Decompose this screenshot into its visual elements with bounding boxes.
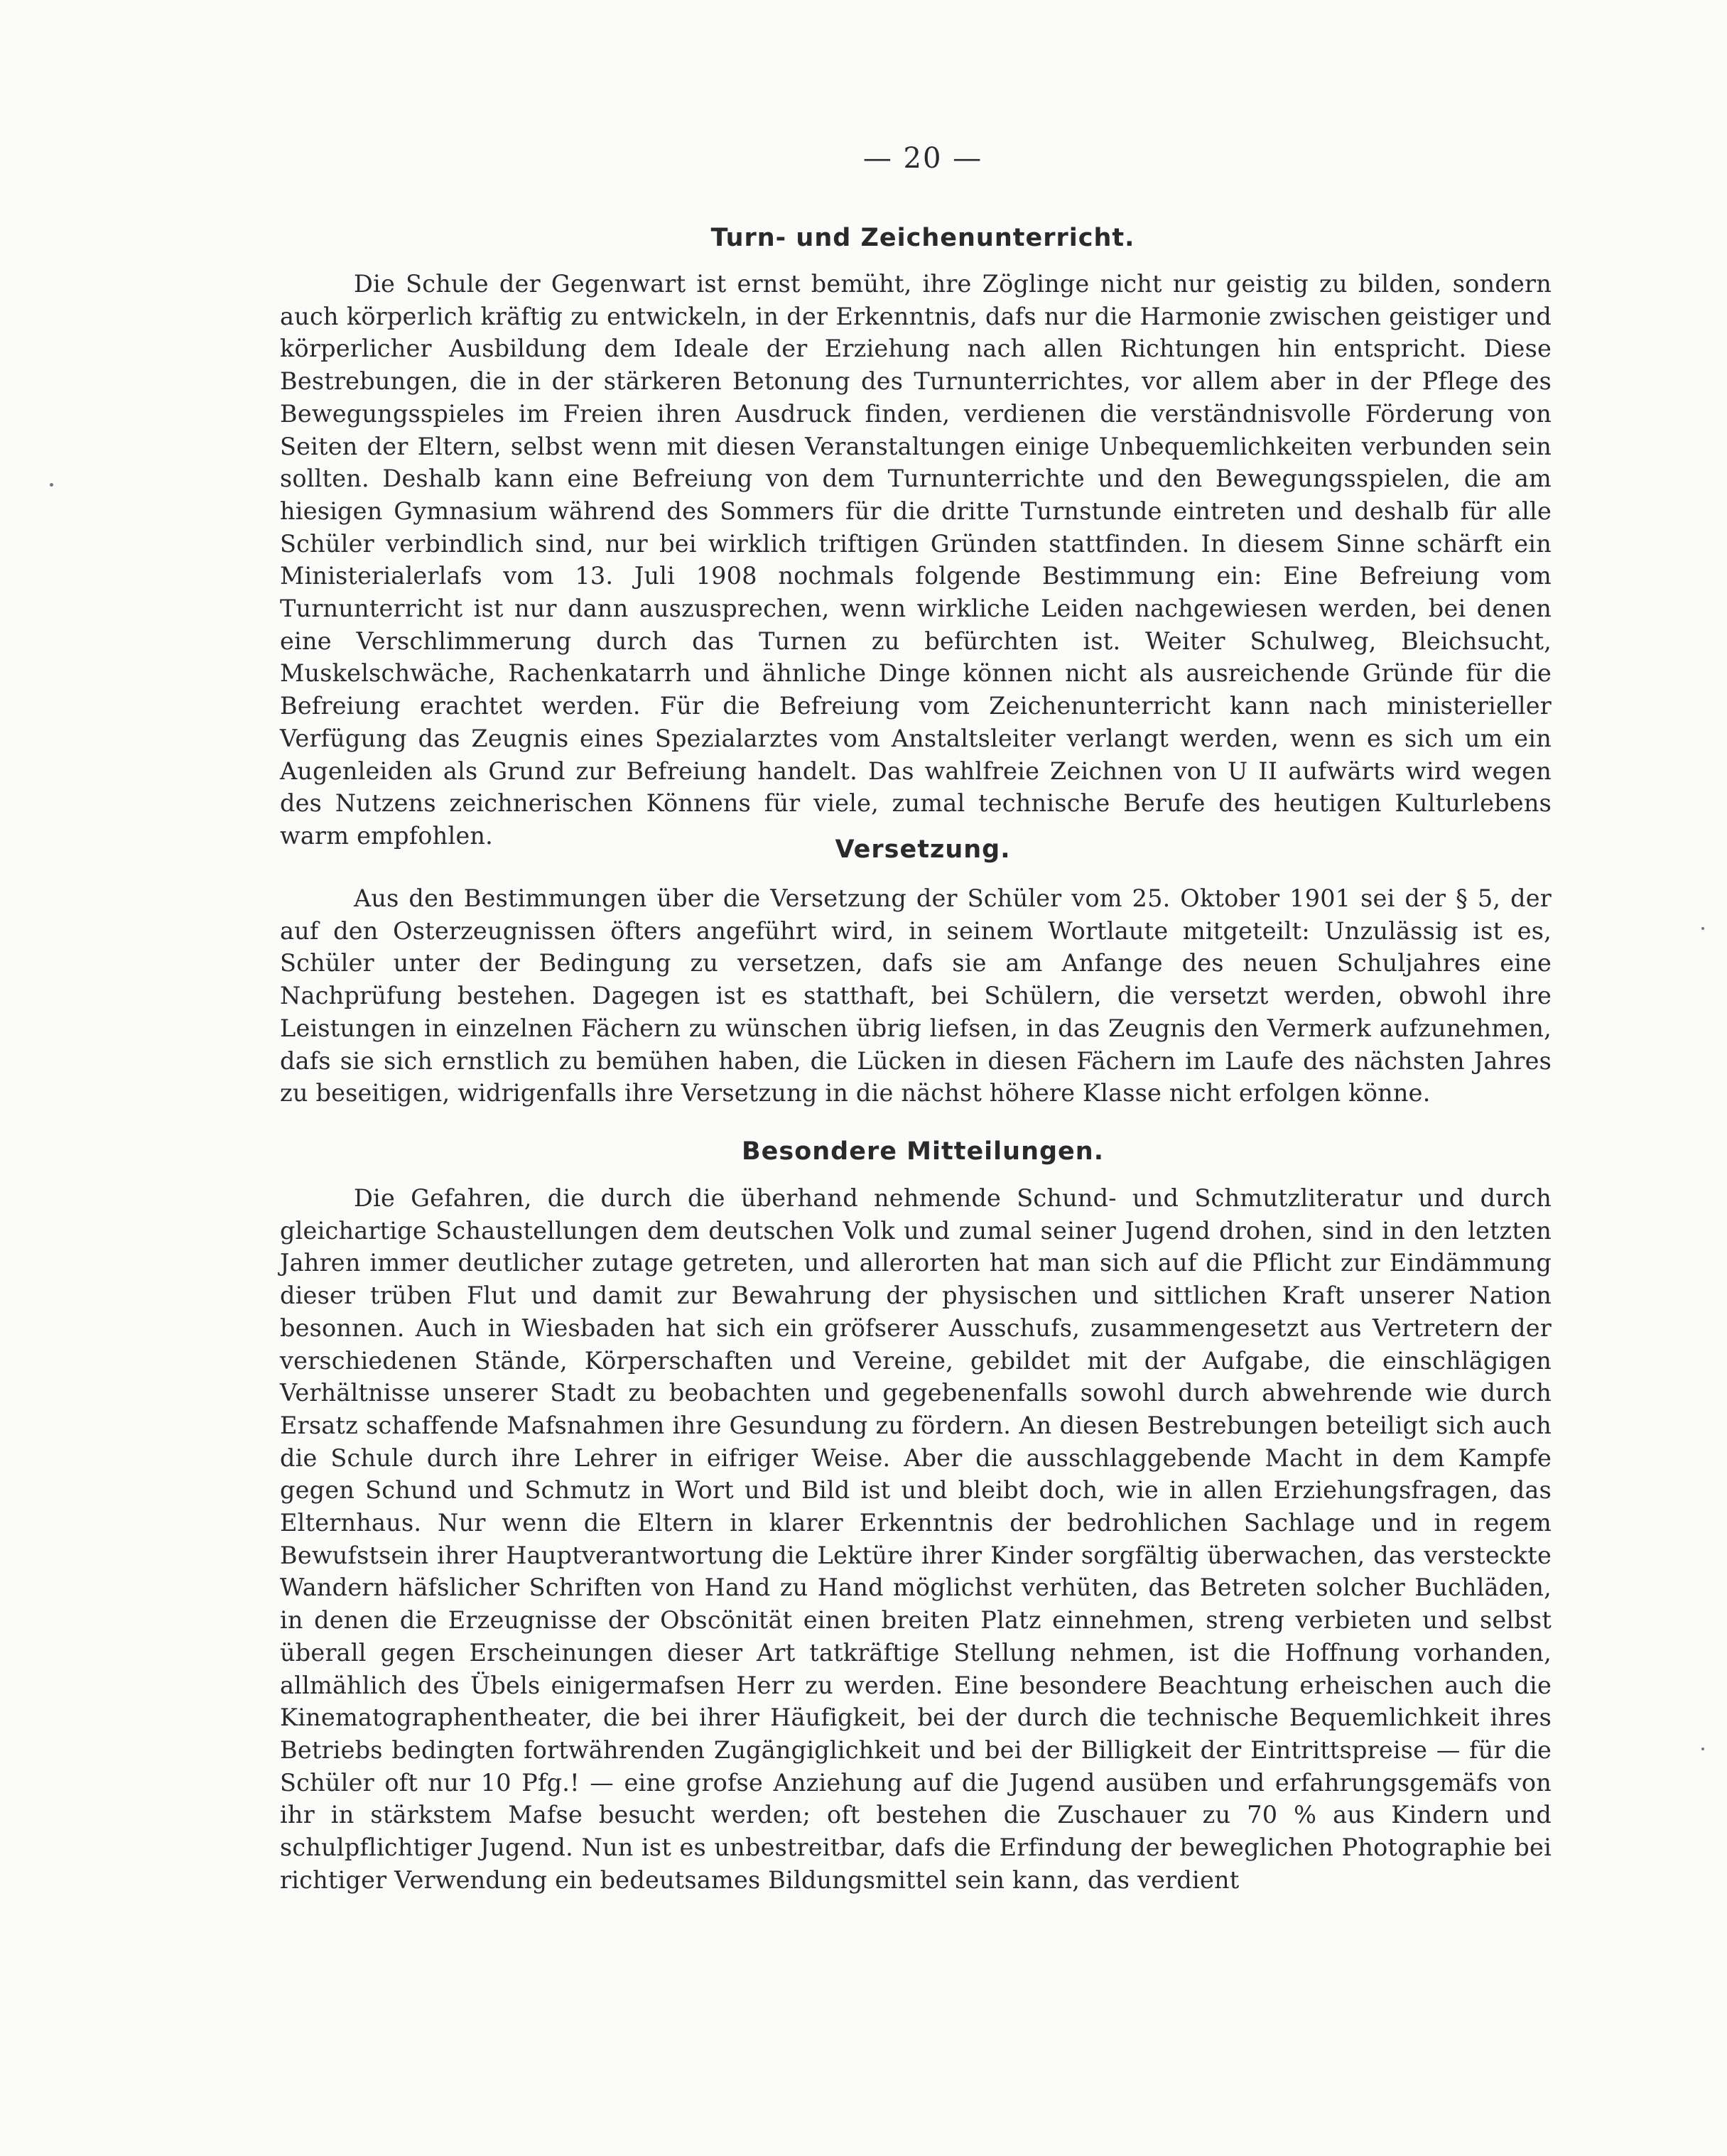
- section-text-turnunterricht: Die Schule der Gegenwart ist ernst bemüht, ihre Zöglinge nicht nur geistig zu bilden, sondern auch körperlich kräftig zu entwickeln, in der Erkenntnis, dafs nur die Harmonie zwischen geistiger und körperlicher Ausbildung dem Ideale der Erziehung nach allen Richtungen hin entspricht. Diese Bestrebungen, die in der stärkeren Betonung des Turnunterrichtes, vor allem aber in der Pflege des Bewegungsspieles im Freien ihren Ausdruck finden, verdienen die verständnisvolle Förderung von Seiten der Eltern, selbst wenn mit diesen Veranstaltungen einige Unbequemlichkeiten verbunden sein sollten. Deshalb kann eine Befreiung von dem Turnunterrichte und den Bewegungsspielen, die am hiesigen Gymnasium während des Sommers für die dritte Turnstunde eintreten und deshalb für alle Schüler verbindlich sind, nur bei wirklich triftigen Gründen stattfinden. In diesem Sinne schärft ein Ministerialerlafs vom 13. Juli 1908 nochmals folgende Bestimmung ein: Eine Befreiung vom Turnunterricht ist nur dann auszusprechen, wenn wirkliche Leiden nachgewiesen werden, bei denen eine Verschlimmerung durch das Turnen zu befürchten ist. Weiter Schulweg, Bleichsucht, Muskelschwäche, Rachenkatarrh und ähnliche Dinge können nicht als ausreichende Gründe für die Befreiung erachtet werden. Für die Befreiung vom Zeichenunterricht kann nach ministerieller Verfügung das Zeugnis eines Spezialarztes vom Anstaltsleiter verlangt werden, wenn es sich um ein Augenleiden als Grund zur Befreiung handelt. Das wahlfreie Zeichnen von U II aufwärts wird wegen des Nutzens zeichnerischen Könnens für viele, zumal technische Berufe des heutigen Kulturlebens warm empfohlen.: [280, 270, 1552, 850]
- section-heading-versetzung: Versetzung.: [835, 835, 1011, 864]
- scan-speck: [50, 483, 53, 487]
- scan-speck: [1701, 1748, 1704, 1750]
- section-heading-turnunterricht: Turn- und Zeichenunterricht.: [710, 224, 1135, 252]
- page-number: — 20 —: [862, 142, 983, 175]
- scan-speck: [1701, 927, 1704, 930]
- section-text-versetzung: Aus den Bestimmungen über die Versetzung der Schüler vom 25. Oktober 1901 sei der § 5, der auf den Osterzeugnissen öfters angeführt wird, in seinem Wortlaute mitgeteilt: Unzulässig ist es, Schüler unter der Bedingung zu versetzen, dafs sie am Anfange des neuen Schuljahres eine Nachprüfung bestehen. Dagegen ist es statthaft, bei Schülern, die versetzt werden, obwohl ihre Leistungen in einzelnen Fächern zu wünschen übrig liefsen, in das Zeugnis den Vermerk aufzunehmen, dafs sie sich ernstlich zu bemühen haben, die Lücken in diesen Fächern im Laufe des nächsten Jahres zu beseitigen, widrigenfalls ihre Versetzung in die nächst höhere Klasse nicht erfolgen könne.: [280, 884, 1552, 1107]
- section-heading-mitteilungen: Besondere Mitteilungen.: [741, 1137, 1105, 1166]
- section-text-mitteilungen: Die Gefahren, die durch die überhand nehmende Schund- und Schmutzliteratur und durch gleichartige Schaustellungen dem deutschen Volk und zumal seiner Jugend drohen, sind in den letzten Jahren immer deutlicher zutage getreten, und allerorten hat man sich auf die Pflicht zur Eindämmung dieser trüben Flut und damit zur Bewahrung der physischen und sittlichen Kraft unserer Nation besonnen. Auch in Wiesbaden hat sich ein gröfserer Ausschufs, zusammengesetzt aus Vertretern der verschiedenen Stände, Körperschaften und Vereine, gebildet mit der Aufgabe, die einschlägigen Verhältnisse unserer Stadt zu beobachten und gegebenenfalls sowohl durch abwehrende wie durch Ersatz schaffende Mafsnahmen ihre Gesundung zu fördern. An diesen Bestrebungen beteiligt sich auch die Schule durch ihre Lehrer in eifriger Weise. Aber die ausschlaggebende Macht in dem Kampfe gegen Schund und Schmutz in Wort und Bild ist und bleibt doch, wie in allen Erziehungsfragen, das Elternhaus. Nur wenn die Eltern in klarer Erkenntnis der bedrohlichen Sachlage und in regem Bewufstsein ihrer Hauptverantwortung die Lektüre ihrer Kinder sorgfältig überwachen, das versteckte Wandern häfslicher Schriften von Hand zu Hand möglichst verhüten, das Betreten solcher Buchläden, in denen die Erzeugnisse der Obscönität einen breiten Platz einnehmen, streng verbieten und selbst überall gegen Erscheinungen dieser Art tatkräftige Stellung nehmen, ist die Hoffnung vorhanden, allmählich des Übels einigermafsen Herr zu werden. Eine besondere Beachtung erheischen auch die Kinematographentheater, die bei ihrer Häufigkeit, bei der durch die technische Bequemlichkeit ihres Betriebs bedingten fortwährenden Zugängiglichkeit und bei der Billigkeit der Eintrittspreise — für die Schüler oft nur 10 Pfg.! — eine grofse Anziehung auf die Jugend ausüben und erfahrungsgemäfs von ihr in stärkstem Mafse besucht werden; oft bestehen die Zuschauer zu 70 % aus Kindern und schulpflichtiger Jugend. Nun ist es unbestreitbar, dafs die Erfindung der beweglichen Photographie bei richtiger Verwendung ein bedeutsames Bildungsmittel sein kann, das verdient: [280, 1184, 1552, 1894]
